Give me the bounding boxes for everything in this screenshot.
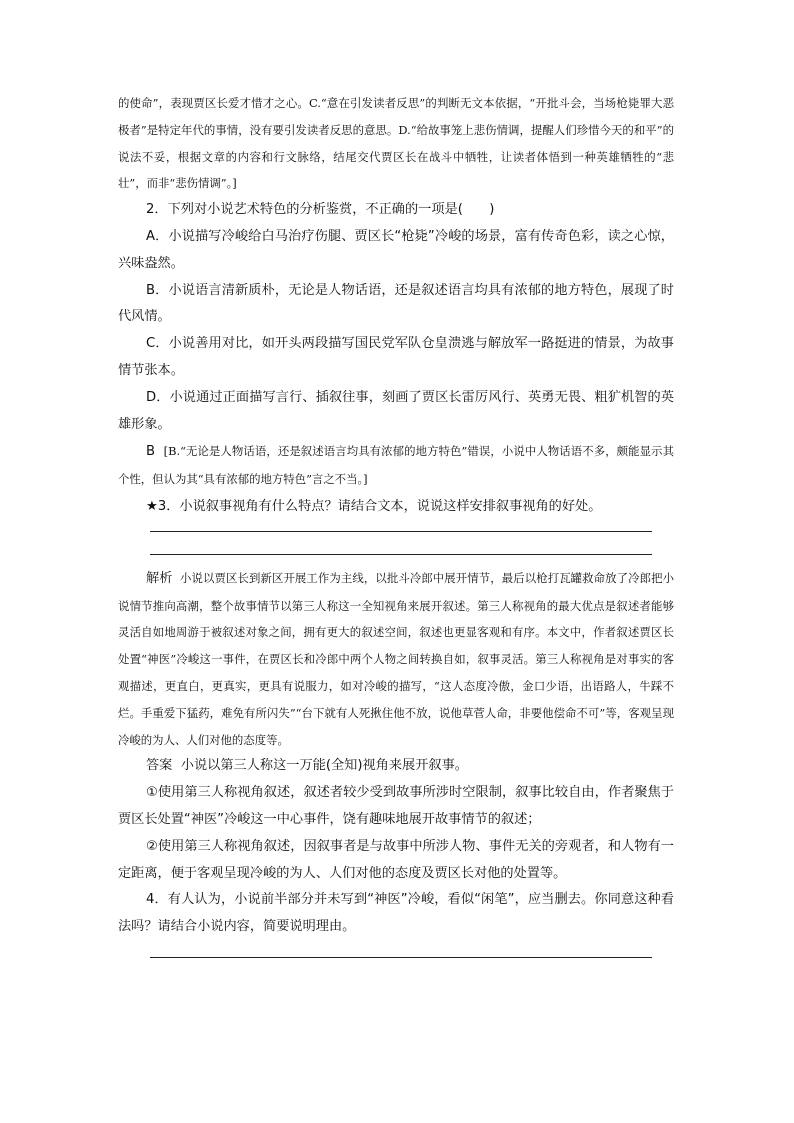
q3-analysis [118, 565, 674, 754]
q2-answer-explanation: [B.“无论是人物话语，还是叙述语言均具有浓郁的地方特色”错误，小说中人物话语不多，颇能显示其个性，但认为其“具有浓郁的地方特色”言之不当。] [118, 444, 674, 487]
q3-answer [118, 753, 674, 780]
q2-option-b: B．小说语言清新质朴，无论是人物话语，还是叙述语言均具有浓郁的地方特色，展现了时代风情。 [118, 282, 674, 325]
q3-answer-point-2: ②使用第三人称视角叙述，因叙事者是与故事中所涉人物、事件无关的旁观者，和人物有一定距离，便于客观呈现冷峻的为人、人们对他的态度及贾区长对他的处置等。 [118, 838, 674, 881]
q2-option-c: C．小说善用对比，如开头两段描写国民党军队仓皇溃逃与解放军一路挺进的情景，为故事情节张本。 [118, 336, 674, 378]
q4-stem: 4．有人认为，小说前半部分并未写到“神医”冷峻，看似“闲笔”，应当删去。你同意这种看法吗？请结合小说内容，简要说明理由。 [118, 892, 674, 935]
q1-explanation-tail: 的使命”，表现贾区长爱才惜才之心。C.“意在引发读者反思”的判断无文本依据，“开批斗会，当场枪毙罪大恶极者”是特定年代的事情，没有要引发读者反思的意思。D.“给故事笼上悲伤情调，提醒人们珍惜今天的和平”的说法不妥，根据文章的内容和行文脉络，结尾交代贾区长在战斗中牺牲，让读者体悟到一种英雄牺牲的“悲壮”，而非“悲伤情调”。] [118, 96, 674, 191]
q2-stem: 2．下列对小说艺术特色的分析鉴赏，不正确的一项是( ) [146, 202, 495, 218]
q3-stem: ★3．小说叙事视角有什么特点？请结合文本，说说这样安排叙事视角的好处。 [146, 498, 602, 514]
q2-answer-letter: B [146, 444, 156, 460]
q3-answer-point-1: ①使用第三人称视角叙述，叙述者较少受到故事所涉时空限制，叙事比较自由，作者聚焦于贾区长处置“神医”冷峻这一中心事件，饶有趣味地展开故事情节的叙述； [118, 785, 674, 827]
q2-answer [118, 438, 674, 494]
answer-intro: 小说以第三人称这一万能(全知)视角来展开叙事。 [180, 758, 468, 774]
q2-option-d: D．小说通过正面描写言行、插叙往事，刻画了贾区长雷厉风行、英勇无畏、粗犷机智的英雄形象。 [118, 389, 674, 432]
answer-line [150, 957, 652, 958]
answer-label: 答案 [146, 758, 173, 774]
analysis-label: 解析 [146, 570, 173, 586]
document-page [118, 90, 674, 958]
analysis-text: 小说以贾区长到新区开展工作为主线，以批斗冷郎中展开情节，最后以枪打瓦罐救命放了冷郎把小说情节推向高潮，整个故事情节以第三人称这一全知视角来展开叙述。第三人称视角的最大优点是叙述者能够灵活自如地周游于被叙述对象之间，拥有更大的叙述空间，叙述也更显客观和有序。本文中，作者叙述贾区长处置“神医”冷峻这一事件，在贾区长和冷郎中两个人物之间转换自如，叙事灵活。第三人称视角是对事实的客观描述，更直白，更真实，更具有说服力，如对冷峻的描写，“这人态度冷傲，金口少语，出语路人，牛踩不烂。手重爱下猛药，难免有所闪失”“台下就有人死揪住他不放，说他草菅人命，非要他偿命不可”等，客观呈现冷峻的为人、人们对他的态度等。 [118, 570, 674, 747]
q2-option-a: A．小说描写冷峻给白马治疗伤腿、贾区长“枪毙”冷峻的场景，富有传奇色彩，读之心惊，兴味盎然。 [118, 228, 674, 271]
